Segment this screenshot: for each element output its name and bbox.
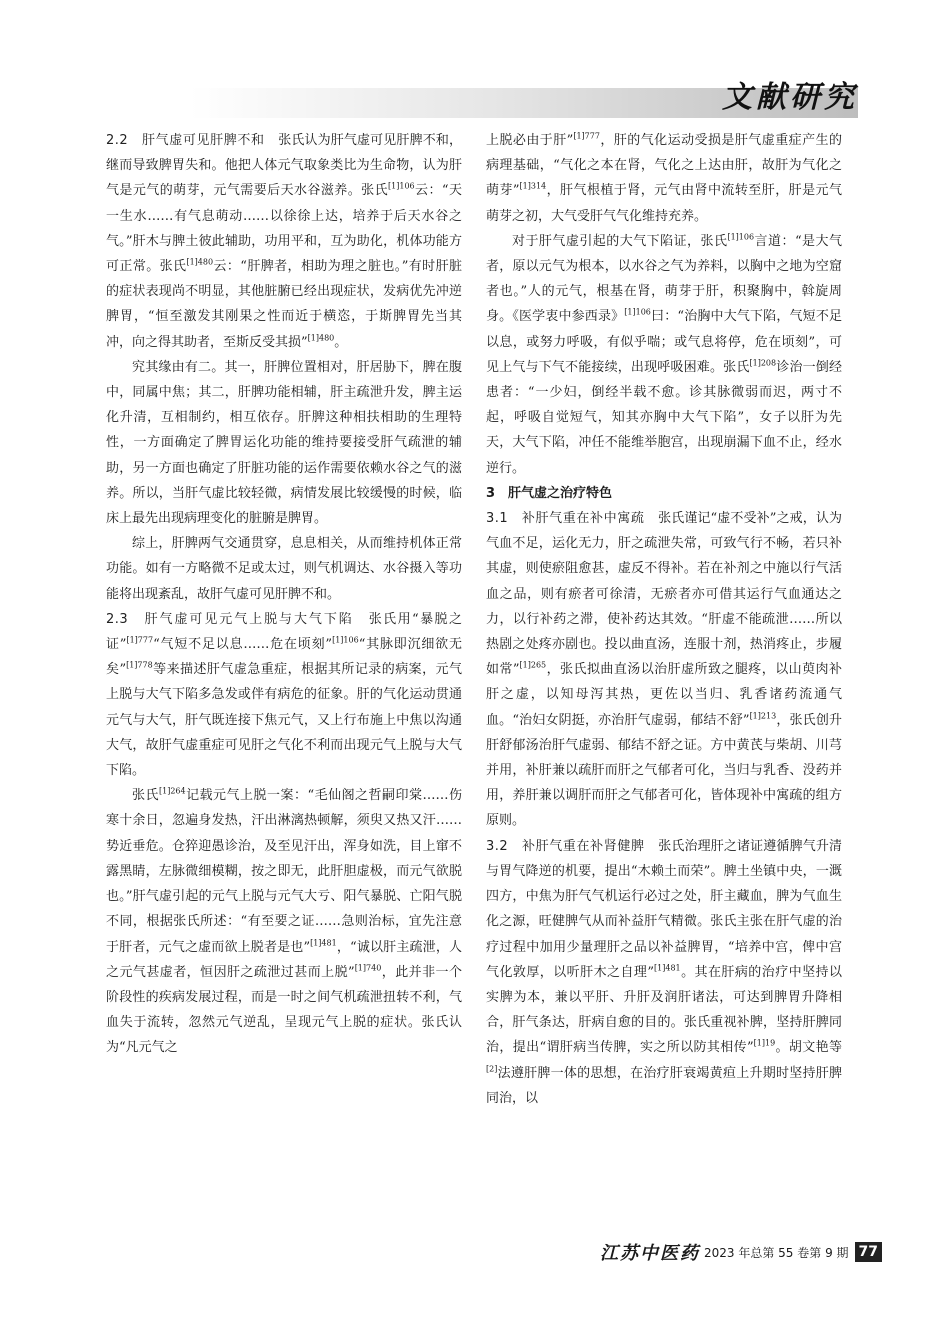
text-run: 张氏用“暴脱之证” xyxy=(106,611,462,653)
text-run: 。 xyxy=(334,334,348,350)
text-run: ，张氏创升肝舒郁汤治肝气虚弱、郁结不舒之证。方中黄芪与柴胡、川芎并用，补肝兼以疏肝而肝之气郁者可化，当归与乳香、没药并用，养肝兼以调肝而肝之气郁者可化，皆体现补中寓疏的组方原则。 xyxy=(486,712,842,829)
citation-ref: [1]106 xyxy=(388,182,415,192)
text-run: 对于肝气虚引起的大气下陷证，张氏 xyxy=(512,233,728,249)
paragraph-2-2-intro xyxy=(106,128,462,355)
subsection-2-2-heading: 2.2 肝气虚可见肝脾不和 xyxy=(106,133,265,148)
citation-ref: [1]481 xyxy=(310,938,337,948)
paragraph-2-2-summary: 综上，肝脾两气交通贯穿，息息相关，从而维持机体正常功能。如有一方略微不足或太过，则气机调达、水谷摄入等功能将出现紊乱，故肝气虚可见肝脾不和。 xyxy=(106,536,462,602)
section-3-heading: 3 肝气虚之治疗特色 xyxy=(486,485,613,501)
paragraph-2-2-reasons: 究其缘由有二。其一，肝脾位置相对，肝居胁下，脾在腹中，同属中焦；其二，肝脾功能相辅，肝主疏泄升发，脾主运化升清，互相制约，相互依存。肝脾这种相扶相助的生理特性，一方面确定了脾胃运化功能的维持要接受肝气疏泄的辅助，另一方面也确定了肝脏功能的运作需要依赖水谷之气的滋养。所以，当肝气虚比较轻微，病情发展比较缓慢的时候，临床上最先出现病理变化的脏腑是脾胃。 xyxy=(106,359,462,527)
citation-ref: [1]481 xyxy=(654,963,681,973)
text-run: 。胡文艳等 xyxy=(775,1040,842,1056)
section-title: 文献研究 xyxy=(722,80,858,115)
text-run: 云：“肝脾者，相助为理之脏也。”有时肝脏的症状表现尚不明显，其他脏腑已经出现症状，发病优先冲逆脾胃，“恒至激发其刚果之性而近于横恣，于斯脾胃先当其冲，向之得其助者，至斯反受其损” xyxy=(106,259,462,350)
subsection-3-1-heading: 3.1 补肝气重在补中寓疏 xyxy=(486,511,645,527)
subsection-2-3-heading: 2.3 肝气虚可见元气上脱与大气下陷 xyxy=(106,611,354,627)
text-run: ，“诚以肝主疏泄，人之元气甚虚者，恒因肝之疏泄过甚而上脱” xyxy=(106,939,462,980)
paragraph-3-2 xyxy=(486,834,842,1111)
text-run: 云：“天一生水……有气息萌动……以徐徐上达，培养于后天水谷之气。”肝木与脾土彼此辅助，功用平和，互为助化，机体功能方可正常。张氏 xyxy=(106,183,462,275)
subsection-3-2-heading: 3.2 补肝气重在补肾健脾 xyxy=(486,838,645,854)
text-run: ，张氏拟曲直汤以治肝虚所致之腿疼，以山萸肉补肝之虚，以知母泻其热，更佐以当归、乳香诸药流通气血。“治妇女阴挺，亦治肝气虚弱，郁结不舒” xyxy=(486,662,842,728)
paragraph-3-1 xyxy=(486,506,842,834)
text-run: ，此并非一个阶段性的疾病发展过程，而是一时之间气机疏泄扭转不利，气血失于流转，忽然元气逆乱，呈现元气上脱的症状。张氏认为“凡元气之 xyxy=(106,964,462,1056)
citation-ref: [1]208 xyxy=(749,358,777,368)
page-number: 77 xyxy=(855,1242,882,1262)
text-run: 张氏治理肝之诸证遵循脾气升清与胃气降逆的机要，提出“木赖土而荣”。脾土坐镇中央，一溉四方，中焦为肝气气机运行必过之处，肝主藏血，脾为气血生化之源，旺健脾气从而补益肝气精微。张氏主张在肝气虚的治疗过程中加用少量理肝之品以补益脾胃，“培养中宫，俾中宫气化敦厚，以听肝木之自理” xyxy=(486,838,842,980)
citation-ref: [1]106 xyxy=(727,232,755,242)
citation-ref: [1]213 xyxy=(749,711,777,721)
citation-ref: [1]106 xyxy=(332,635,359,645)
paragraph-2-3-continued xyxy=(486,128,842,229)
text-run: ，肝气根植于肾，元气由肾中流转至肝，肝是元气萌芽之初，大气受肝气气化维持充养。 xyxy=(486,183,842,224)
citation-ref: [2] xyxy=(486,1064,498,1074)
page-footer xyxy=(600,1240,882,1264)
text-run: “其脉即沉细欲无矣” xyxy=(106,637,462,678)
citation-ref: [1]264 xyxy=(158,786,186,796)
citation-ref: [1]777 xyxy=(573,131,600,141)
citation-ref: [1]480 xyxy=(307,333,335,343)
text-run: 张氏 xyxy=(132,788,159,804)
text-run: 张氏认为肝气虚可见肝脾不和，继而导致脾胃失和。他把人体元气取象类比为生命物，认为肝气是元气的萌芽，元气需要后天水谷滋养。张氏 xyxy=(106,133,462,199)
right-column xyxy=(486,128,842,1218)
paragraph-2-3-intro xyxy=(106,607,462,783)
citation-ref: [1]314 xyxy=(519,182,547,192)
paragraph-2-3-case xyxy=(106,783,462,1060)
text-run: 等来描述肝气虚急重症，根据其所记录的病案，元气上脱与大气下陷多急发或伴有病危的征象。肝的气化运动贯通元气与大气，肝气既连接下焦元气，又上行布施上中焦以沟通大气，故肝气虚重症可见肝之气化不利而出现元气上脱与大气下陷。 xyxy=(106,662,462,779)
text-run: 法遵肝脾一体的思想，在治疗肝衰竭黄疸上升期时坚持肝脾同治，以 xyxy=(486,1065,842,1106)
text-run: 言道：“是大气者，原以元气为根本，以水谷之气为养料，以胸中之地为空窟者也。”人的元气，根基在肾，萌芽于肝，积聚胸中，斡旋周身。《医学衷中参西录》 xyxy=(486,233,842,325)
citation-ref: [1]740 xyxy=(354,963,382,973)
issue-info: 2023 年总第 55 卷第 9 期 xyxy=(704,1245,849,1260)
text-run: 记载元气上脱一案：“毛仙阁之哲嗣印棠……伤寒十余日，忽遍身发热，汗出淋漓热顿解，须臾又热又汗……势近垂危。仓猝迎愚诊治，及至见汗出，浑身如洗，目上窜不露黑睛，左脉微细模糊，按之即无，此肝胆虚极，而元气欲脱也。”肝气虚引起的元气上脱与元气大亏、阳气暴脱、亡阳气脱不同，根据张氏所述：“有至要之证……急则治标，宜先注意于肝者，元气之虚而欲上脱者是也” xyxy=(106,788,462,955)
journal-logo: 江苏中医药 xyxy=(600,1243,700,1264)
citation-ref: [1]19 xyxy=(753,1038,776,1048)
left-column xyxy=(106,128,462,1218)
text-run: “气短不足以息……危在顷刻” xyxy=(153,637,333,653)
text-run: 曰：“治胸中大气下陷，气短不足以息，或努力呼吸，有似乎喘；或气息将停，危在顷刻”，可见上气与下气不能接续，出现呼吸困难。张氏 xyxy=(486,309,842,375)
citation-ref: [1]265 xyxy=(519,660,547,670)
citation-ref: [1]777 xyxy=(126,635,154,645)
text-run: ，肝的气化运动受损是肝气虚重症产生的病理基础，“气化之本在肾，气化之上达由肝，故肝为气化之萌芽” xyxy=(486,133,842,199)
citation-ref: [1]480 xyxy=(186,257,214,267)
text-run: 诊治一倒经患者：“一少妇，倒经半载不愈。诊其脉微弱而迟，两寸不起，呼吸自觉短气，知其亦胸中大气下陷”，女子以肝为先天，大气下陷，冲任不能维举胞宫，出现崩漏下血不止，经水逆行。 xyxy=(486,359,842,476)
text-run: 张氏谨记“虚不受补”之戒，认为气血不足，运化无力，肝之疏泄失常，可致气行不畅，若只补其虚，则使瘀阻愈甚，虚反不得补。若在补剂之中施以行气活血之品，则有瘀者可徐清，无瘀者亦可借其运行气血通达之力，以行补药之滞，使补药达其效。“肝虚不能疏泄……所以热剧之处疼亦剧也。投以曲直汤，连服十剂，热消疼止，步履如常” xyxy=(486,511,842,678)
citation-ref: [1]106 xyxy=(624,308,651,318)
citation-ref: [1]778 xyxy=(126,660,153,670)
paragraph-2-3-great-qi xyxy=(486,229,842,481)
text-run: 上脱必由于肝” xyxy=(486,133,574,148)
text-run: 。其在肝病的治疗中坚持以实脾为本，兼以平肝、升肝及润肝诸法，可达到脾胃升降相合，肝气条达，肝病自愈的目的。张氏重视补脾，坚持肝脾同治，提出“谓肝病当传脾，实之所以防其相传” xyxy=(486,964,842,1056)
